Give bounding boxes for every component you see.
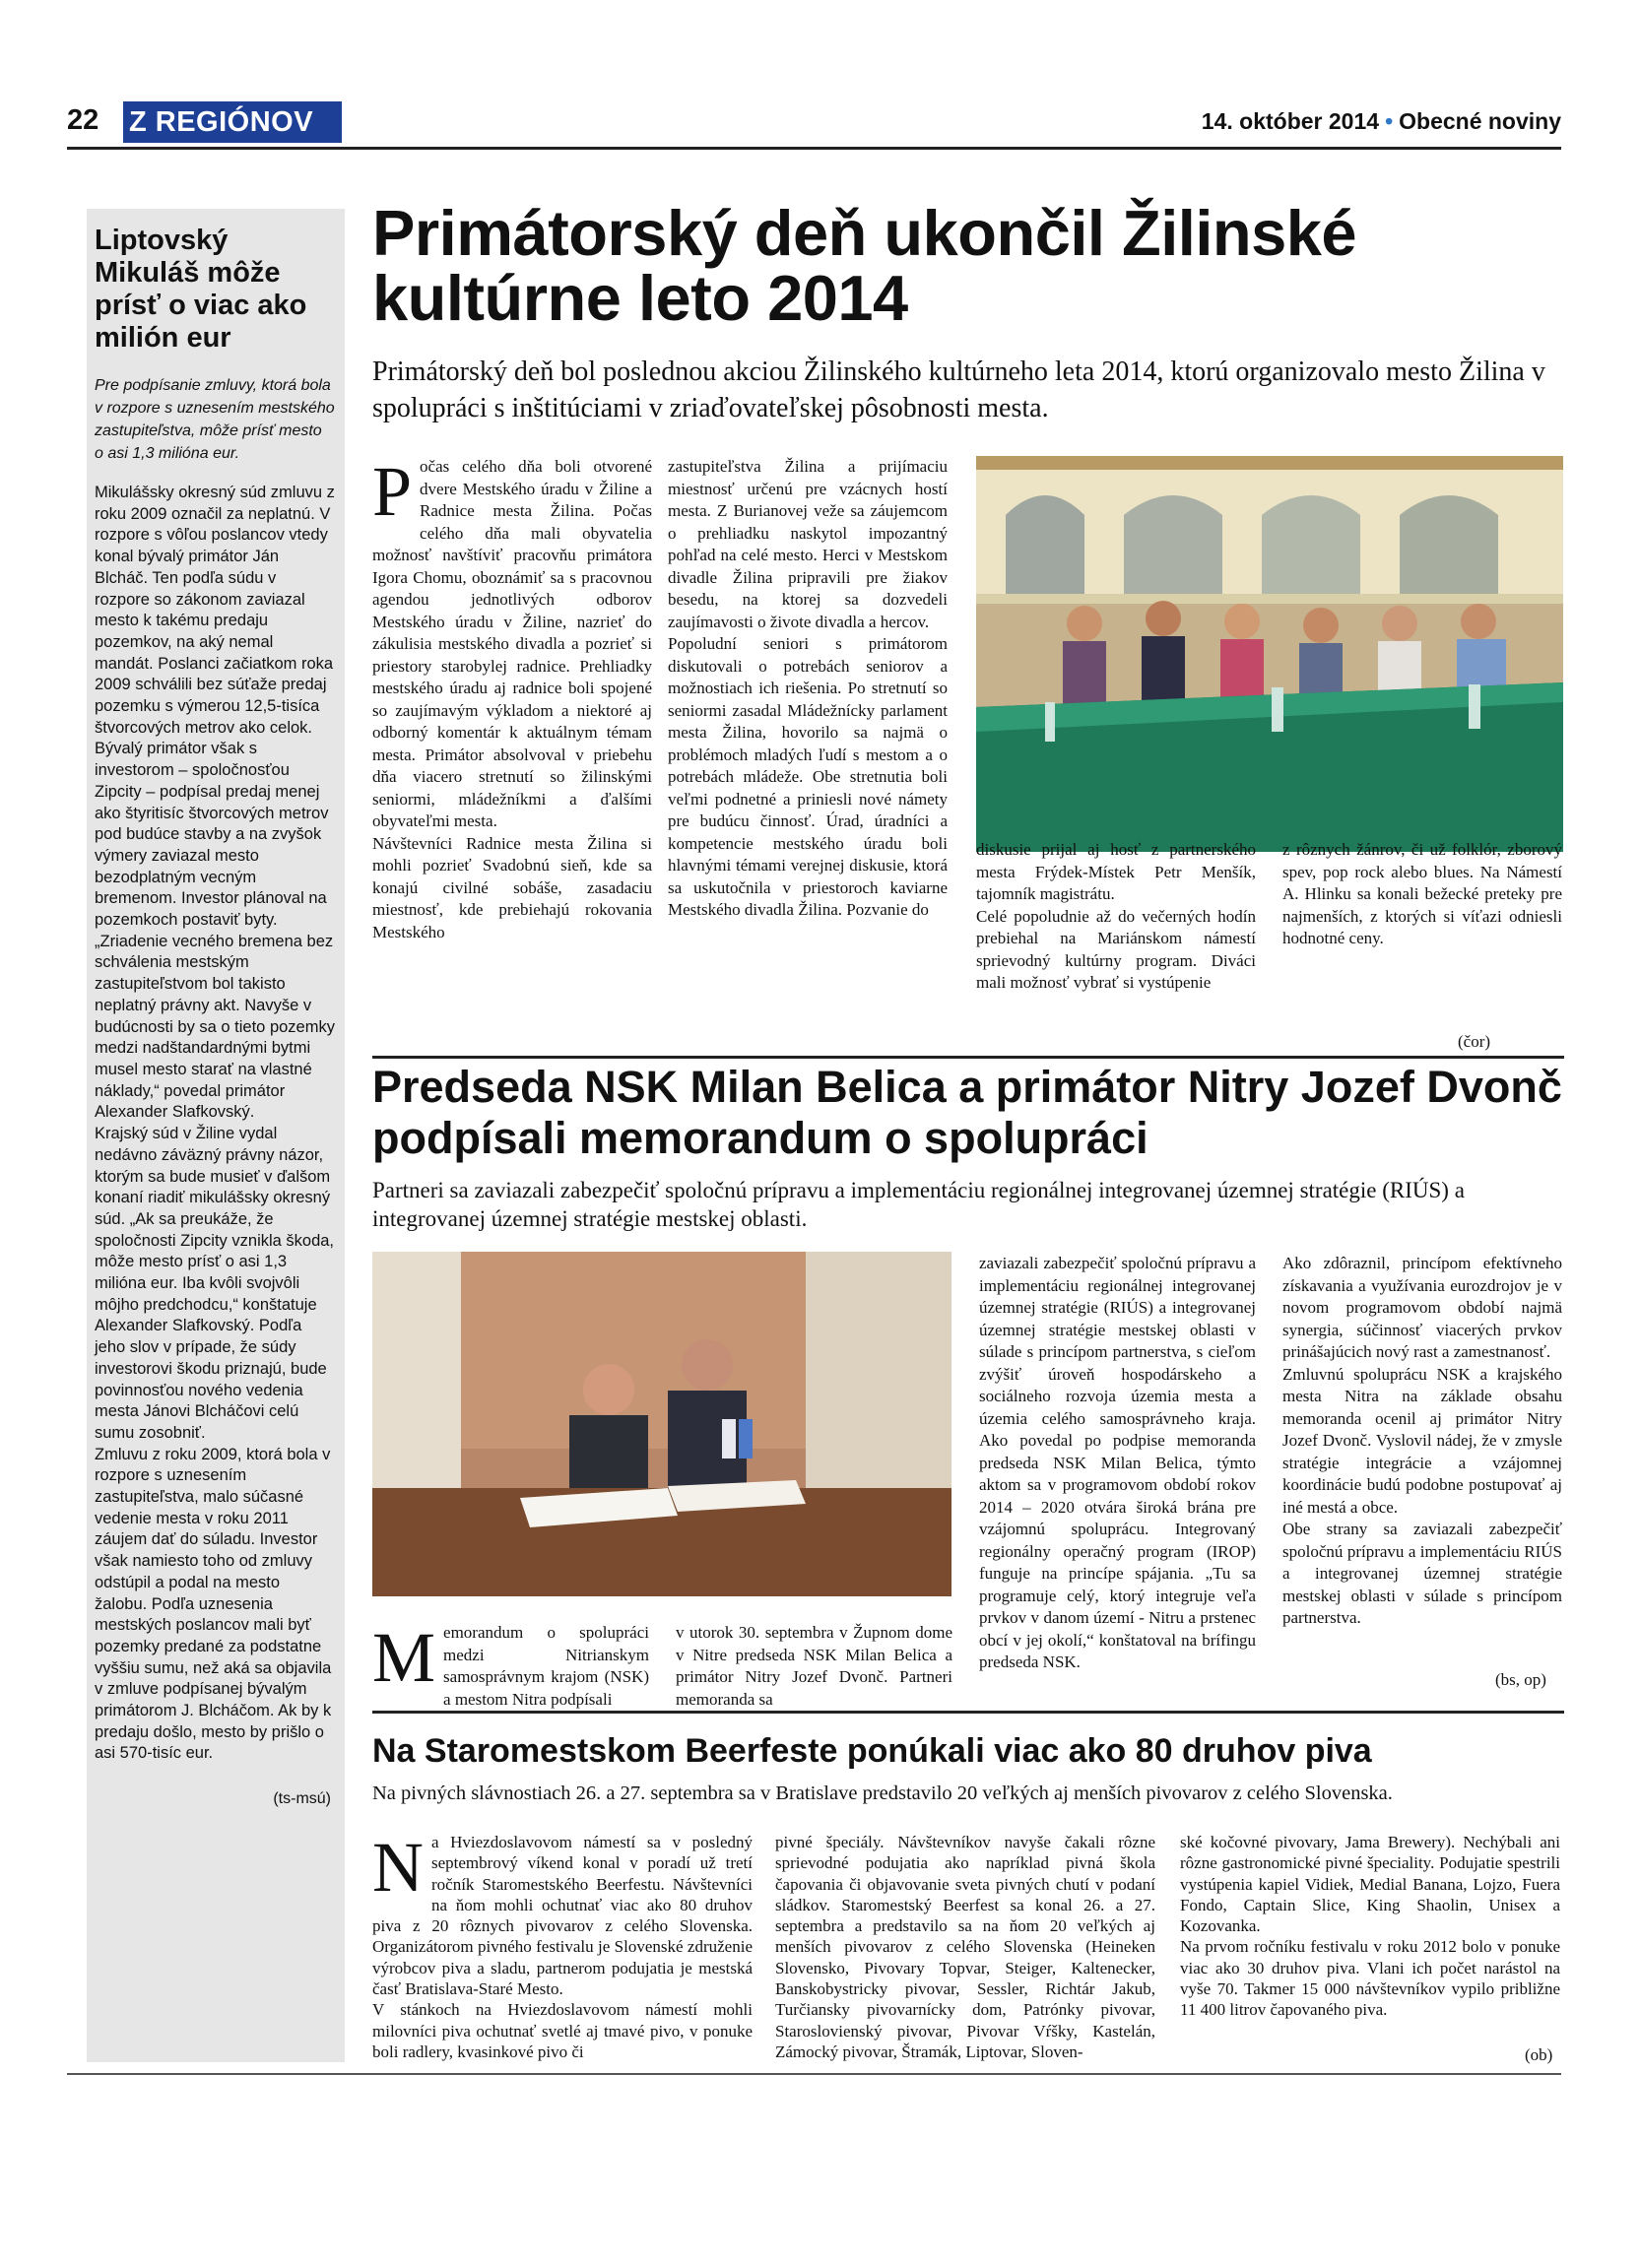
issue-date: 14. október 2014 [1201,108,1380,134]
dropcap: N [372,1828,424,1907]
bullet-separator: • [1385,108,1394,134]
sidebar-body: Mikulášsky okresný súd zmluvu z roku 2009 označil za neplatnú. V rozpore s vôľou poslancov vtedy konal bývalý primátor Ján Blcháč. Ten podľa súdu v rozpore so zákonom zaviazal mesto k takému predaju pozemkov, na aký nemal mandát. Poslanci začiatkom roka 2009 schválili bez súťaže predaj pozemku s výmerou 12,5-tisíca štvorcových metrov ako celok. Bývalý primátor však s investorom – spoločnosťou Zipcity – podpísal predaj menej ako štyritisíc štvorcových metrov pod budúce stavby a na zvyšok výmery zaviazal mesto bezodplatným vecným bremenom. Investor plánoval na pozemkoch postaviť byty. „Zriadenie vecného bremena bez schválenia mestským zastupiteľstvom bol takisto neplatný právny akt. Navyše v budúcnosti by sa o tieto pozemky medzi nadštandardnými bytmi musel mesto starať na vlastné náklady,“ povedal primátor Alexander Slafkovský. Krajský súd v Žiline vydal nedávno záväzný právny názor, ktorým sa bude musieť v ďalšom konaní riadiť mikulášsky okresný súd. „Ak sa preukáže, že spoločnosti Zipcity vznikla škoda, môže mesto prísť o asi 1,3 milióna eur. Iba kvôli svojvôli môjho predchodcu,“ konštatuje Alexander Slafkovský. Podľa jeho slov v prípade, že súdy investorovi škodu priznajú, bude povinnosťou nového vedenia mesta Jánovi Blcháčovi celú sumu zosobniť. Zmluvu z roku 2009, ktorá bola v rozpore s uznesením zastupiteľstva, malo súčasné vedenie mesta v roku 2011 záujem dať do súladu. Investor však namiesto toho od zmluvy odstúpil a podal na mesto žalobu. Podľa uznesenia mestských poslancov mali byť pozemky predané za podstatne vyššiu sumu, než aká sa objavila v zmluve podpísanej bývalým primátorom J. Blcháčom. Ak by k predaju došlo, mesto by prišlo o asi 570-tisíc eur. [95,484,335,1763]
article1-title: Primátorský deň ukončil Žilinské kultúrne leto 2014 [372,197,1357,334]
article3-title: Na Staromestskom Beerfeste ponúkali viac ako 80 druhov piva [372,1732,1372,1770]
sidebar-lead: Pre podpísanie zmluvy, ktorá bola v rozpore s uznesením mestského zastupiteľstva, môže prísť mesto o asi 1,3 milióna eur. [95,377,335,462]
article2-lead: Partneri sa zaviazali zabezpečiť spoločnú prípravu a implementáciu regionálnej integrovanej územnej stratégie (RIÚS) a integrovanej územnej stratégie mestskej oblasti. [372,1178,1465,1231]
article3-column-1 [372,1828,753,2062]
article2-col1-text: emorandum o spolupráci medzi Nitrianskym samosprávnym krajom (NSK) a mestom Nitra podpísali [443,1623,649,1709]
article3-lead: Na pivných slávnostiach 26. a 27. septembra sa v Bratislave predstavilo 20 veľkých aj menších pivovarov z celého Slovenska. [372,1782,1393,1804]
article1-column-2: zastupiteľstva Žilina a prijímaciu miestnosť určenú pre vzácnych hostí mesta. Z Burianovej veže sa záujemcom o prehliadku naskytol impozantný pohľad na celé mesto. Herci v Mestskom divadle Žilina pripravili pre žiakov besedu, na ktorej sa dozvedeli zaujímavosti o živote divadla a hercov. Popoludní seniori s primátorom diskutovali o potrebách seniorov a možnostiach ich riešenia. Po stretnutí so seniormi zasadal Mládežnícky parlament mesta Žilina, hovorilo sa najmä o problémoch mladých ľudí s mestom a o potrebách mládeže. Obe stretnutia boli veľmi podnetné a priniesli nové námety pre budúcu činnosť. Úrad, úradníci a kompetencie mestského úradu boli hlavnými témami verejnej diskusie, ktorá sa uskutočnila v priestoroch kaviarne Mestského divadla Žilina. Pozvanie do [668,457,948,919]
article1-column-3: diskusie prijal aj hosť z partnerského mesta Frýdek-Místek Petr Menšík, tajomník magistrátu. Celé popoludnie až do večerných hodín prebiehal na Mariánskom námestí sprievodný kultúrny program. Diváci mali možnosť vybrať si vystúpenie [976,840,1256,992]
article2-title: Predseda NSK Milan Belica a primátor Nitry Jozef Dvonč podpísali memorandum o spolupráci [372,1062,1562,1163]
article2-photo-memorandum-signing [372,1252,951,1596]
article-divider [372,1711,1564,1714]
article1-photo-seniors-at-table [976,456,1563,852]
masthead-info [1202,108,1561,135]
page-number: 22 [67,104,99,136]
section-label: Z REGIÓNOV [123,101,342,143]
sidebar-article [87,209,345,2062]
article1-column-1 [372,452,652,943]
publication-name: Obecné noviny [1399,108,1561,134]
dropcap: P [372,452,413,531]
article2-column-4: Ako zdôraznil, princípom efektívneho získavania a využívania eurozdrojov je v novom programovom období najmä synergia, súčinnosť viacerých prvkov prinášajúcich nový rast a zamestnanosť. Zmluvnú spoluprácu NSK a krajského mesta Nitra na základe obsahu memoranda ocenil aj primátor Nitry Jozef Dvonč. Vyslovil nádej, že v zmysle stratégie integrácie a vzájomnej koordinácie budú podobne postupovať aj iné mestá a obce. Obe strany sa zaviazali zabezpečiť spoločnú prípravu a implementáciu RIÚS a integrovanej územnej stratégie mestskej oblasti v súlade s princípom partnerstva. [1282,1254,1562,1627]
article3-column-2: pivné špeciály. Návštevníkov navyše čakali rôzne sprievodné podujatia ako napríklad pivná škola čapovania či objavovanie sveta pivných chutí v podaní sládkov. Staromestský Beerfest sa konal 26. a 27. septembra a predstavilo sa na ňom 20 veľkých aj menších pivovarov z celého Slovenska (Heineken Slovensko, Pivovary Topvar, Steiger, Kaltenecker, Banskobystricky pivovar, Sessler, Richtár Jakub, Turčiansky pivovarnícky dom, Patrónky pivovar, Staroslovienský pivovar, Pivovar Vŕšky, Kastelán, Zámocký pivovar, Štramák, Liptovar, Sloven- [775,1833,1155,2061]
article3-col1-text: a Hviezdoslavovom námestí sa v posledný septembrový víkend konal v poradí už tretí ročník Staromestského Beerfestu. Návštevníci na ňom mohli ochutnať viac ako 80 druhov piva z 20 rôznych pivovarov z celého Slovenska. Organizátorom pivného festivalu je Slovenské združenie výrobcov piva a sladu, partnerom podujatia je mestská časť Bratislava-Staré Mesto. V stánkoch na Hviezdoslavovom námestí mohli milovníci piva ochutnať svetlé aj tmavé pivo, v ponuke boli radlery, kvasinkové pivo či [372,1833,753,2061]
article1-lead: Primátorský deň bol poslednou akciou Žilinského kultúrneho leta 2014, ktorú organizovalo mesto Žilina v spolupráci s inštitúciami v zriaďovateľskej pôsobnosti mesta. [372,356,1545,423]
article2-column-2: v utorok 30. septembra v Župnom dome v Nitre predseda NSK Milan Belica a primátor Nitry Jozef Dvonč. Partneri memoranda sa [676,1623,952,1709]
footer-rule [67,2073,1561,2075]
article2-column-1 [372,1618,649,1711]
article1-signature: (čor) [1458,1032,1491,1051]
sidebar-signature: (ts-msú) [273,1790,331,1808]
article3-signature: (ob) [1525,2045,1553,2064]
article1-column-4: z rôznych žánrov, či už folklór, zborový spev, pop rock alebo blues. Na Námestí A. Hlinku sa konali bežecké preteky pre najmenších, z ktorých si víťazi odniesli hodnotné ceny. [1282,840,1562,947]
article-divider [372,1056,1564,1059]
article2-signature: (bs, op) [1495,1670,1546,1689]
sidebar-title: Liptovský Mikuláš môže prísť o viac ako milión eur [95,225,307,354]
dropcap: M [372,1618,436,1697]
article1-col1-text: očas celého dňa boli otvorené dvere Mestského úradu v Žiline a Radnice mesta Žilina. Počas celého dňa mali obyvatelia možnosť navštíviť pracovňu primátora Igora Chomu, oboznámiť sa s pracovnou agendou jednotlivých odborov Mestského úradu v Žiline, nazrieť do zákulisia mestského divadla a pozrieť si priestory starobylej radnice. Prehliadky mestského úradu aj radnice boli spojené so zaujímavým výkladom a niektoré aj odborný komentár k aktuálnym témam mesta. Primátor absolvoval v priebehu dňa viacero stretnutí so žilinskými seniormi, mládežníkmi a ďalšími obyvateľmi mesta. Návštevníci Radnice mesta Žilina si mohli pozrieť Svadobnú sieň, kde sa konajú civilné sobáše, zasadaciu miestnosť, kde prebiehajú rokovania Mestského [372,457,652,941]
header-rule [67,147,1561,150]
article2-column-3: zaviazali zabezpečiť spoločnú prípravu a implementáciu regionálnej integrovanej územnej stratégie (RIÚS) a integrovanej územnej stratégie mestskej oblasti v súlade s princípom partnerstva, s cieľom zvýšiť úroveň hospodárskeho a sociálneho rozvoja územia mesta a územia celého samosprávneho kraja. Ako povedal po podpise memoranda predseda NSK Milan Belica, týmto aktom sa v programovom období rokov 2014 – 2020 otvára široká brána pre vzájomnú spoluprácu. Integrovaný regionálny operačný program (IROP) funguje na princípe spájania. „Tu sa programuje celý, ktorý integruje veľa prvkov v danom území - Nitru a prstenec obcí v jej okolí,“ konštatoval na brífingu predseda NSK. [979,1254,1256,1671]
article3-column-3: ské kočovné pivovary, Jama Brewery). Nechýbali ani rôzne gastronomické pivné špeciality. Podujatie spestrili vystúpenia kapiel Vidiek, Medial Banana, Lojzo, Fuera Fondo, Captain Slice, King Shaolin, Unisex a Kozovanka. Na prvom ročníku festivalu v roku 2012 bolo v ponuke viac ako 30 druhov piva. Vlani ich počet narástol na vyše 70. Takmer 15 000 návštevníkov vypilo približne 11 400 litrov čapovaného piva. [1180,1833,1560,2020]
